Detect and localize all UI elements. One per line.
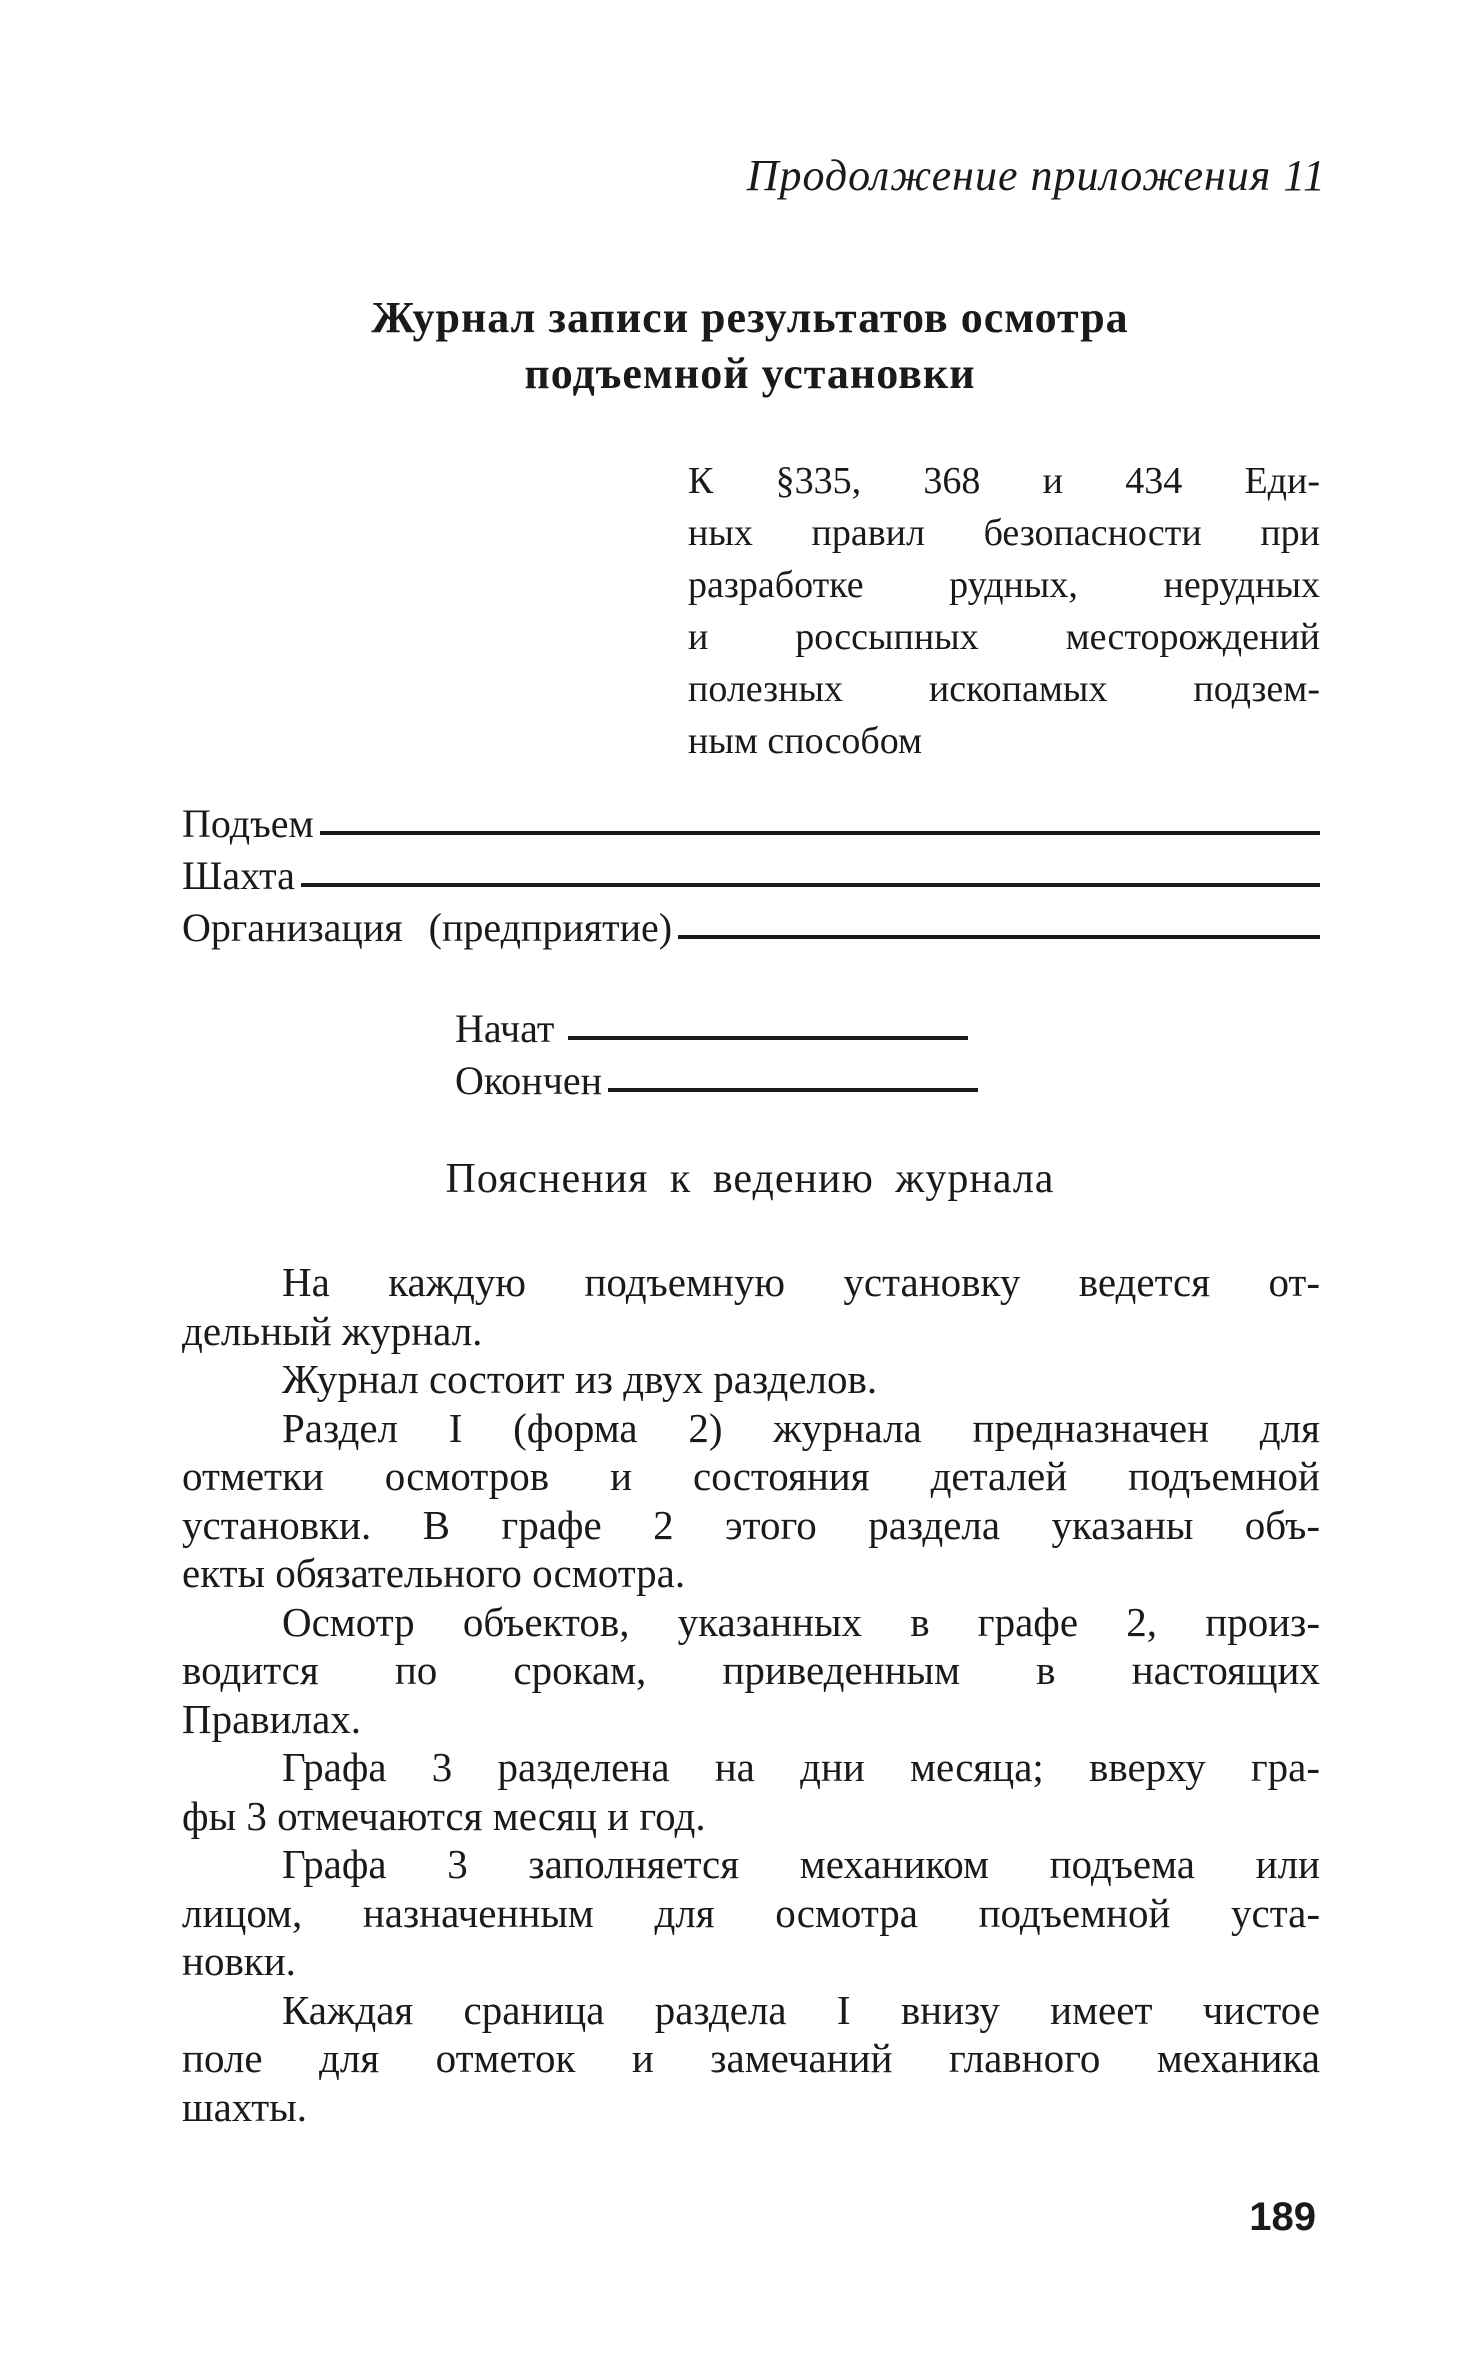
paragraph-line: Журнал состоит из двух разделов. xyxy=(282,1356,878,1402)
reference-line: и россыпных месторождений xyxy=(688,616,1320,658)
date-fields xyxy=(455,1000,1015,1104)
reference-line: разработке рудных, нерудных xyxy=(688,564,1320,606)
page-number: 189 xyxy=(1249,2195,1316,2239)
paragraph xyxy=(182,1258,1320,1355)
mine-blank-line[interactable] xyxy=(301,883,1320,887)
title-line-1: Журнал записи результатов осмотра xyxy=(371,293,1129,342)
paragraph xyxy=(182,1840,1320,1986)
paragraph-line: новки. xyxy=(182,1938,296,1984)
paragraph-line: поле для отметок и замечаний главного механика xyxy=(182,2035,1320,2081)
paragraph-line: Раздел I (форма 2) журнала предназначен для xyxy=(282,1404,1320,1451)
paragraph-line: установки. В графе 2 этого раздела указаны объ- xyxy=(182,1501,1320,1548)
regulation-reference xyxy=(688,455,1320,767)
header-fields xyxy=(182,795,1320,951)
paragraph-line: лицом, назначенным для осмотра подъемной уста- xyxy=(182,1889,1320,1936)
reference-line: К §335, 368 и 434 Еди- xyxy=(688,460,1320,502)
paragraph-line: Каждая сраница раздела I внизу имеет чистое xyxy=(282,1986,1320,2033)
lift-label: Подъем xyxy=(182,801,314,846)
started-field xyxy=(455,1000,1015,1052)
lift-blank-line[interactable] xyxy=(320,831,1320,835)
paragraph xyxy=(182,1355,1320,1404)
started-label: Начат xyxy=(455,1006,555,1051)
running-header: Продолжение приложения 11 xyxy=(746,151,1326,200)
finished-blank-line[interactable] xyxy=(608,1088,978,1092)
paragraph xyxy=(182,1743,1320,1840)
paragraph-line: дельный журнал. xyxy=(182,1307,483,1354)
document-title xyxy=(300,290,1200,402)
paragraph-line: водится по срокам, приведенным в настоящих xyxy=(182,1647,1320,1693)
title-line-2: подъемной установки xyxy=(524,349,976,398)
reference-line: ных правил безопасности при xyxy=(688,512,1320,554)
paragraph xyxy=(182,1986,1320,2132)
paragraph-line: екты обязательного осмотра. xyxy=(182,1550,686,1596)
finished-label: Окончен xyxy=(455,1058,602,1103)
paragraph xyxy=(182,1598,1320,1744)
paragraph-line: отметки осмотров и состояния деталей подъемной xyxy=(182,1453,1320,1499)
paragraph xyxy=(182,1404,1320,1598)
instructions-body xyxy=(182,1258,1320,2131)
reference-line: ным способом xyxy=(688,720,923,762)
finished-field xyxy=(455,1052,1015,1104)
paragraph-line: На каждую подъемную установку ведется от- xyxy=(282,1259,1320,1305)
section-title: Пояснения к ведению журнала xyxy=(445,1156,1055,1202)
reference-line: полезных ископамых подзем- xyxy=(688,668,1320,710)
lift-field xyxy=(182,795,1320,847)
paragraph-line: Графа 3 заполняется механиком подъема или xyxy=(282,1841,1320,1887)
started-blank-line[interactable] xyxy=(568,1036,968,1040)
paragraph-line: Правилах. xyxy=(182,1695,362,1742)
paragraph-line: фы 3 отмечаются месяц и год. xyxy=(182,1792,706,1839)
organization-label: Организация (предприятие) xyxy=(182,905,673,950)
mine-field xyxy=(182,847,1320,899)
paragraph-line: шахты. xyxy=(182,2083,307,2130)
paragraph-line: Графа 3 разделена на дни месяца; вверху гра- xyxy=(282,1744,1320,1790)
organization-field xyxy=(182,899,1320,951)
organization-blank-line[interactable] xyxy=(678,935,1320,939)
paragraph-line: Осмотр объектов, указанных в графе 2, произ- xyxy=(282,1598,1320,1645)
mine-label: Шахта xyxy=(182,853,295,898)
